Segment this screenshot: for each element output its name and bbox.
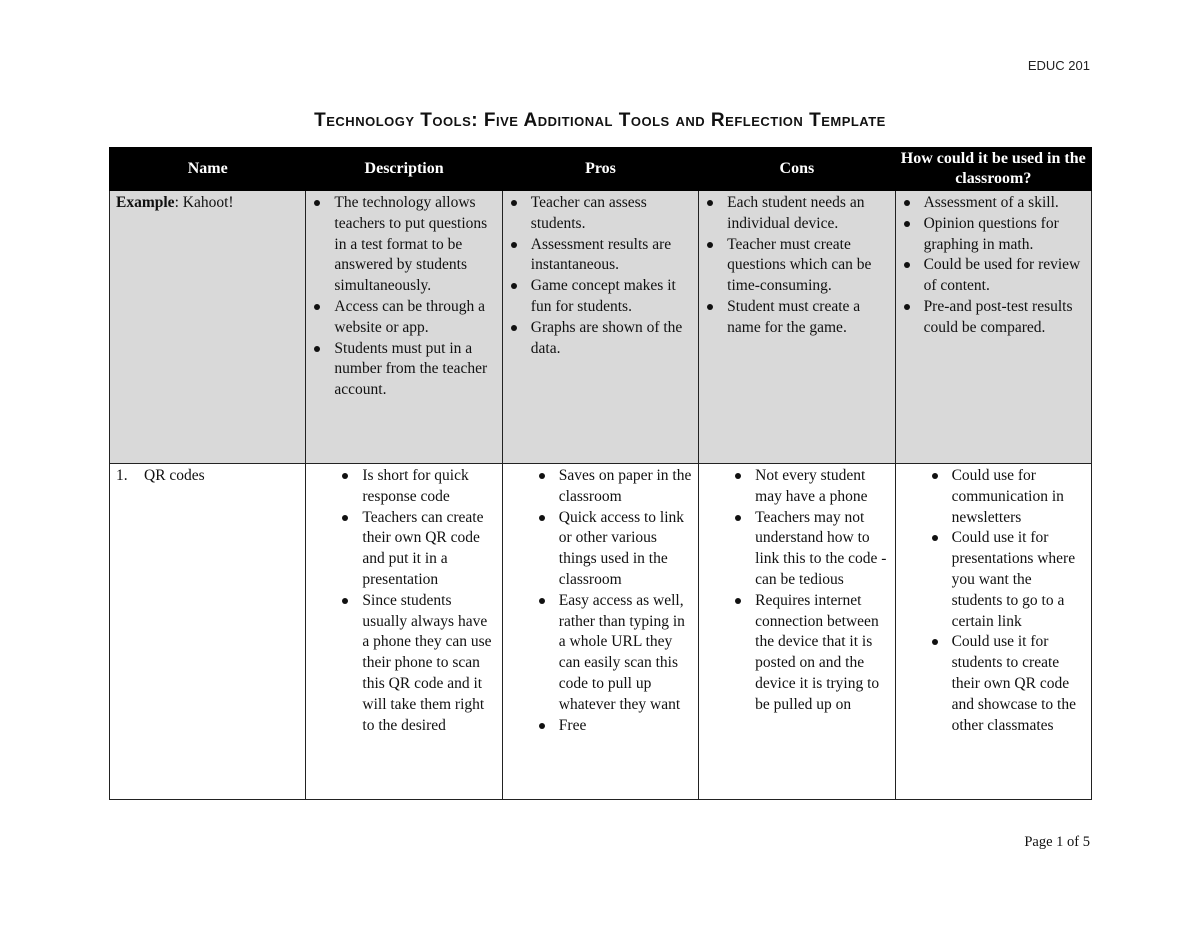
table-row-example <box>110 191 1092 464</box>
bullet-item: Assessment results are instantaneous. <box>509 235 692 277</box>
example-pros-cell <box>502 191 698 464</box>
page-number: Page 1 of 5 <box>1024 834 1090 850</box>
bullet-item: Graphs are shown of the data. <box>509 318 692 360</box>
header-name: Name <box>110 148 306 191</box>
bullet-item: Quick access to link or other various things used in the classroom <box>509 508 692 591</box>
row1-pros-cell <box>502 464 698 800</box>
header-pros: Pros <box>502 148 698 191</box>
bullet-item: Is short for quick response code <box>312 466 495 508</box>
bullet-item: Teachers may not understand how to link this to the code -can be tedious <box>705 508 888 591</box>
example-name-cell <box>110 191 306 464</box>
bullet-item: Opinion questions for graphing in math. <box>902 214 1085 256</box>
example-tool-name: : Kahoot! <box>174 194 234 211</box>
header-cons: Cons <box>699 148 895 191</box>
example-cons-cell <box>699 191 895 464</box>
bullet-item: Each student needs an individual device. <box>705 193 888 235</box>
bullet-item: Could use it for presentations where you want the students to go to a certain link <box>902 528 1085 632</box>
tools-table <box>109 147 1092 800</box>
bullet-item: Teachers can create their own QR code and put it in a presentation <box>312 508 495 591</box>
course-code: EDUC 201 <box>1027 58 1090 73</box>
header-classroom-use: How could it be used in the classroom? <box>895 148 1091 191</box>
bullet-item: Could use it for students to create their own QR code and showcase to the other classmates <box>902 632 1085 736</box>
bullet-item: Assessment of a skill. <box>902 193 1085 214</box>
row1-description-cell <box>306 464 502 800</box>
bullet-item: Not every student may have a phone <box>705 466 888 508</box>
bullet-item: Saves on paper in the classroom <box>509 466 692 508</box>
bullet-item: Access can be through a website or app. <box>312 297 495 339</box>
bullet-item: Could be used for review of content. <box>902 255 1085 297</box>
table-row-1 <box>110 464 1092 800</box>
bullet-item: Easy access as well, rather than typing in a whole URL they can easily scan this code to pull up whatever they want <box>509 591 692 716</box>
row1-cons-cell <box>699 464 895 800</box>
example-label: Example <box>116 194 175 211</box>
row1-pros-list <box>509 466 692 736</box>
bullet-item: Could use for communication in newsletters <box>902 466 1085 528</box>
example-pros-list <box>509 193 692 359</box>
example-cons-list <box>705 193 888 339</box>
bullet-item: Free <box>509 716 692 737</box>
example-uses-list <box>902 193 1085 339</box>
bullet-item: The technology allows teachers to put questions in a test format to be answered by students simultaneously. <box>312 193 495 297</box>
page-title: Technology Tools: Five Additional Tools and Reflection Template <box>314 110 886 131</box>
bullet-item: Student must create a name for the game. <box>705 297 888 339</box>
header-description: Description <box>306 148 502 191</box>
example-description-list <box>312 193 495 401</box>
table-header-row <box>110 148 1092 191</box>
row1-cons-list <box>705 466 888 716</box>
row1-number: 1. <box>116 467 128 484</box>
row1-name-cell <box>110 464 306 800</box>
bullet-item: Students must put in a number from the teacher account. <box>312 339 495 401</box>
row1-uses-list <box>902 466 1085 736</box>
example-uses-cell <box>895 191 1091 464</box>
bullet-item: Requires internet connection between the device that it is posted on and the device it is trying to be pulled up on <box>705 591 888 716</box>
row1-description-list <box>312 466 495 736</box>
row1-uses-cell <box>895 464 1091 800</box>
row1-tool-name: QR codes <box>144 467 205 484</box>
example-description-cell <box>306 191 502 464</box>
bullet-item: Since students usually always have a phone they can use their phone to scan this QR code and it will take them right to the desired <box>312 591 495 737</box>
bullet-item: Teacher can assess students. <box>509 193 692 235</box>
bullet-item: Teacher must create questions which can be time-consuming. <box>705 235 888 297</box>
bullet-item: Game concept makes it fun for students. <box>509 276 692 318</box>
bullet-item: Pre-and post-test results could be compared. <box>902 297 1085 339</box>
